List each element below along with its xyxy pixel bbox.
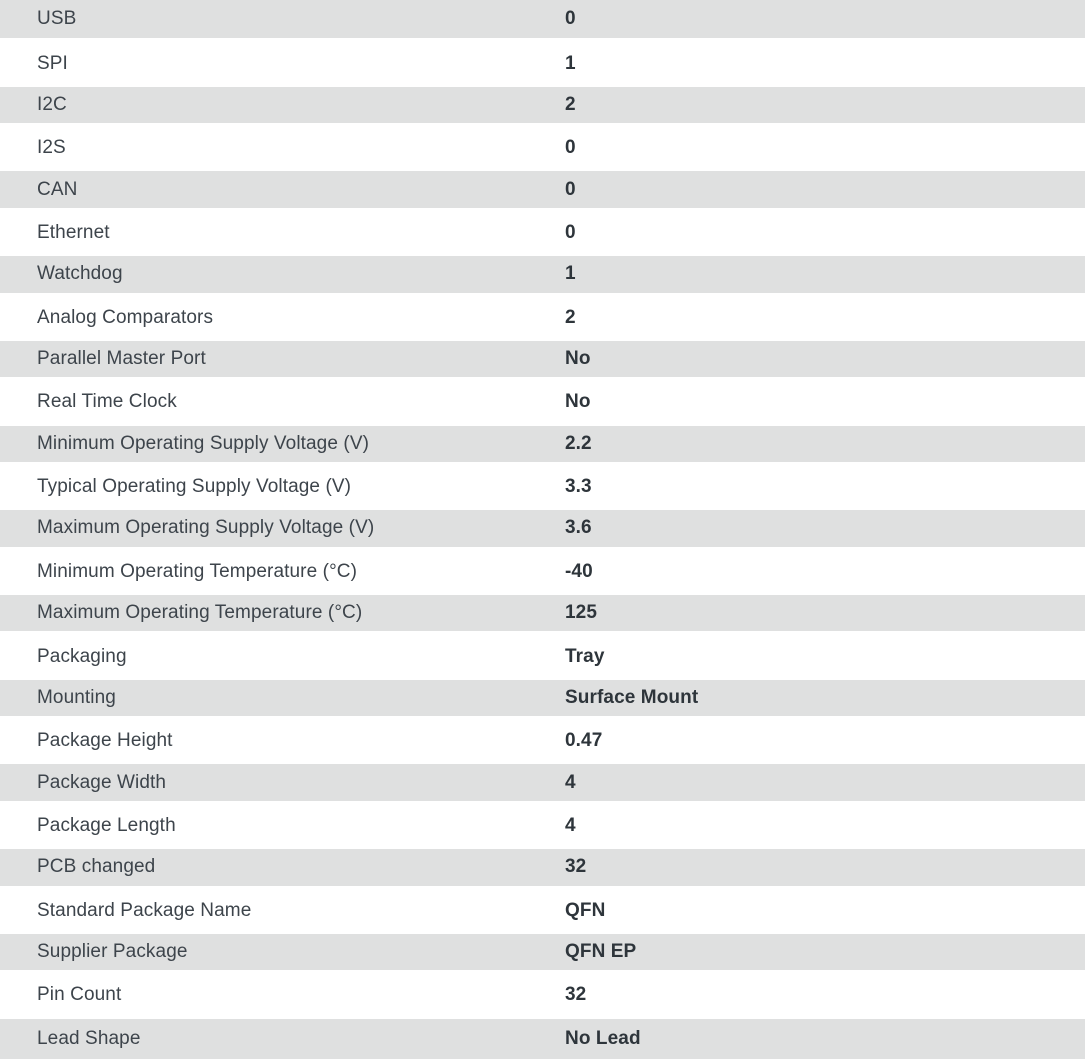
spec-label: Analog Comparators [37,306,214,328]
spec-label: Package Length [37,815,176,836]
spec-label: Package Height [37,730,173,752]
spec-value: 2 [565,306,576,328]
spec-row [0,932,1085,974]
spec-label: Supplier Package [37,941,188,963]
spec-row [0,381,1085,423]
spec-label: Maximum Operating Supply Voltage (V) [37,517,375,539]
spec-value: 32 [565,984,587,1006]
spec-label: Real Time Clock [37,391,177,413]
spec-value: -40 [565,560,593,582]
spec-row [0,339,1085,381]
spec-row [0,424,1085,466]
spec-value: No Lead [565,1027,641,1049]
spec-value: Tray [565,645,605,667]
spec-value: 32 [565,856,587,878]
spec-label: Watchdog [37,263,123,285]
spec-label: I2S [37,137,66,159]
spec-value: 125 [565,602,598,624]
spec-row [0,212,1085,254]
spec-row [0,508,1085,550]
spec-row [0,762,1085,804]
spec-value: 0 [565,178,576,200]
spec-value: 0.47 [565,730,603,752]
spec-value: 2 [565,93,576,115]
spec-row [0,466,1085,508]
spec-row [0,720,1085,762]
spec-row [0,678,1085,720]
spec-label: PCB changed [37,856,156,878]
spec-value: 1 [565,263,576,285]
spec-row [0,847,1085,889]
spec-row [0,551,1085,593]
spec-row [0,297,1085,339]
spec-value: No [565,391,591,413]
spec-value: 0 [565,221,576,243]
spec-label: Ethernet [37,221,110,243]
spec-label: SPI [37,52,68,74]
spec-row [0,42,1085,84]
spec-row [0,85,1085,127]
spec-value: 1 [565,52,576,74]
spec-label: Mounting [37,686,116,708]
spec-value: 4 [565,815,576,836]
spec-value: QFN [565,899,606,921]
spec-value: 3.3 [565,476,592,498]
spec-value: No [565,348,591,370]
spec-label: Packaging [37,645,127,667]
spec-label: Lead Shape [37,1027,141,1049]
spec-value: 0 [565,137,576,159]
spec-row [0,974,1085,1016]
spec-label: Maximum Operating Temperature (°C) [37,602,363,624]
spec-label: Standard Package Name [37,899,252,921]
spec-value: 2.2 [565,432,592,454]
spec-label: Package Width [37,771,167,793]
spec-row [0,169,1085,211]
spec-row [0,890,1085,932]
spec-row [0,635,1085,677]
spec-label: Minimum Operating Supply Voltage (V) [37,432,370,454]
spec-row [0,805,1085,847]
spec-label: I2C [37,93,67,115]
spec-value: 0 [565,8,576,30]
spec-value: QFN EP [565,941,637,963]
spec-row [0,593,1085,635]
spec-value: 3.6 [565,517,592,539]
spec-value: 4 [565,771,576,793]
spec-label: Parallel Master Port [37,348,206,370]
spec-row [0,0,1085,42]
spec-row [0,127,1085,169]
spec-row [0,1017,1085,1059]
spec-label: Pin Count [37,984,122,1006]
spec-row [0,254,1085,296]
spec-label: CAN [37,178,78,200]
spec-label: Minimum Operating Temperature (°C) [37,560,358,582]
spec-value: Surface Mount [565,686,699,708]
spec-label: USB [37,8,77,30]
spec-label: Typical Operating Supply Voltage (V) [37,476,352,498]
